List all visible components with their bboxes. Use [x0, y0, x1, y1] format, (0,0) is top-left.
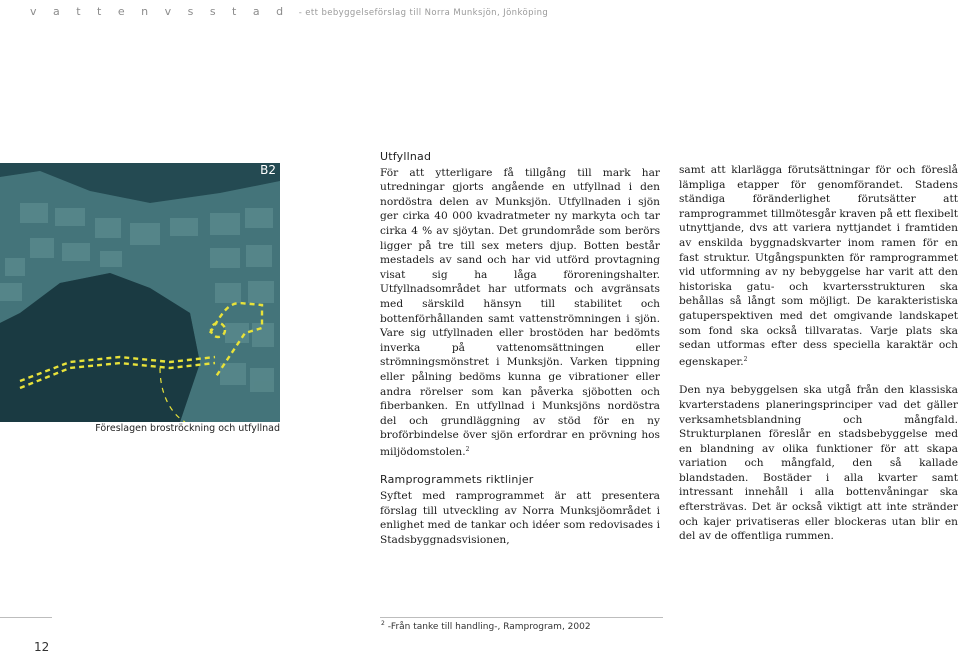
footer-rule-left	[0, 617, 52, 618]
text-column-1	[380, 150, 660, 547]
section-body-utfyllnad: För att ytterligare få tillgång till mark har utredningar gjorts angående en utfyllnad i den nordöstra delen av Munksjön. Utfyllnaden i sjön ger cirka 40 000 kvadratmeter ny markyta och tar cirka 4 % av sjöytan. Det grundområde som berörs ligger på tre till sex meters djup. Botten består mestadels av sand och har vid utförd provtagning visat sig ha låga föroreningshalter. Utfyllnadsområdet har utformats och avgränsats med särskild hänsyn till stabilitet och bottenförhållanden samt vattenströmningen i sjön. Vare sig utfyllnaden eller brostöden har bedömts inverka på vattenomsättningen eller strömningsmönstret i Munksjön. Varken tippning eller pålning bedöms kunna ge vibrationer eller andra rörelser som kan påverka sjöbotten och fiberbanken. En utfyllnad i Munksjöns nordöstra del och grundläggning av stöd för en ny broförbindelse över sjön erfordrar en prövning hos miljödomstolen.$^2$	[380, 166, 660, 458]
footnote-ref: 2	[743, 355, 748, 363]
text-column-2	[679, 163, 958, 544]
section-title-utfyllnad: Utfyllnad	[380, 150, 432, 163]
figure-caption: Föreslagen broströckning och utfyllnad	[95, 423, 280, 434]
paragraph-bebyggelse: Den nya bebyggelsen ska utgå från den klassiska kvarterstadens planeringsprinciper vad det gäller verksamhetsblandning och mångfald. Strukturplanen föreslår en stadsbebyggelse med en blandning av olika funktioner för att skapa variation och mångfald, den så kallade blandstaden. Bostäder i alla kvarter samt intressant innehåll i alla bottenvåningar ska eftersträvas. Det är också viktigt att inte stränder och kajer privatiseras eller blockeras utan blir en del av de offentliga rummen.	[679, 384, 958, 543]
paragraph-continuation: samt att klarlägga förutsättningar för och föreslå lämpliga etapper för genomförandet. Stadens ständiga föränderlighet förutsätter att ramprogrammet tillmötesgår kraven på ett flexibelt utnyttjande, dvs att variera nyttjandet i framtiden av enskilda byggnadskvarter inom ramen för en fast struktur. Utgångspunkten för ramprogrammet vid utformning av ny bebyggelse har varit att den historiska gatu- och kvartersstrukturen ska behållas så långt som möjligt. De karakteristiska gatuperspektiven med det omgivande landskapet som fond ska också tillvaratas. Varje plats ska sedan utformas efter dess speciella karaktär och egenskaper.$^2$	[679, 164, 958, 368]
running-header	[30, 0, 548, 19]
figure-label: B2	[260, 163, 276, 177]
footnote-number: 2	[381, 620, 385, 627]
section-body-riktlinjer: Syftet med ramprogrammet är att presentera förslag till utveckling av Norra Munksjöområdet i enlighet med de tankar och idéer som redovisades i Stadsbyggnadsvisionen,	[380, 490, 660, 546]
section-title-riktlinjer: Ramprogrammets riktlinjer	[380, 473, 534, 487]
aerial-map-image	[0, 163, 280, 422]
header-brand: v a t t e n v s s t a d	[30, 5, 290, 18]
page-number: 12	[34, 640, 50, 654]
aerial-map-figure	[0, 163, 280, 422]
header-subtitle: - ett bebyggelseförslag till Norra Munksjön, Jönköping	[298, 8, 549, 18]
footnote-rule	[380, 617, 663, 618]
footnote-ref: 2	[465, 445, 470, 453]
footnote: $^2$ -Från tanke till handling-, Ramprogram, 2002	[381, 620, 591, 632]
